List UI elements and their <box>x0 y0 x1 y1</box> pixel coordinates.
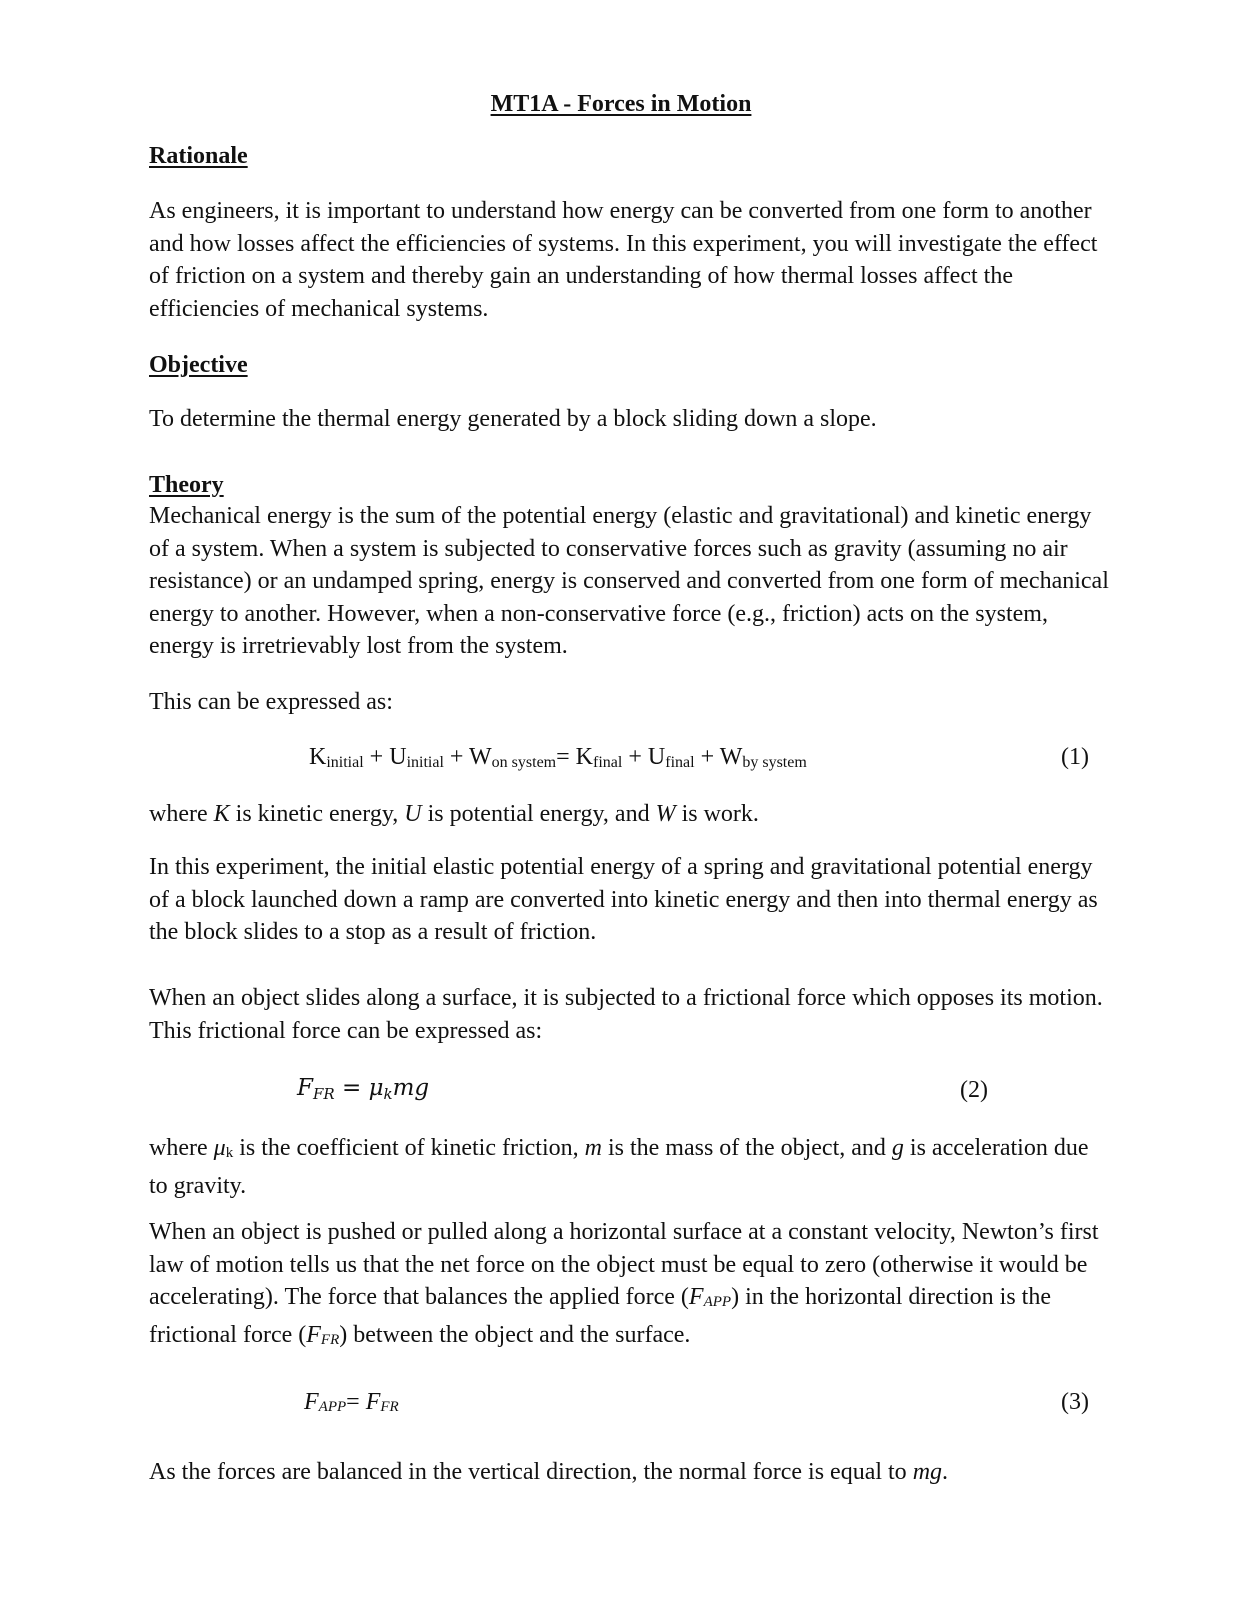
theory-paragraph-3: where K is kinetic energy, U is potential energy, and W is work. <box>149 801 759 827</box>
rationale-text: As engineers, it is important to understand how energy can be converted from one form to another and how losses affect the efficiencies of systems. In this experiment, you will investigate the effect of friction on a system and thereby gain an understanding of how thermal losses affect the efficiencies of mechanical systems. <box>149 198 1098 322</box>
eq1-plus-1: + <box>369 744 384 770</box>
objective-heading: Objective <box>149 352 248 378</box>
theory-paragraph-1: Mechanical energy is the sum of the potential energy (elastic and gravitational) and kinetic energy of a system. When a system is subjected to conservative forces such as gravity (assuming no air resistance) or an undamped spring, energy is conserved and converted from one form of mechanical energy to another. However, when a non-conservative force (e.g., friction) acts on the system, energy is irretrievably lost from the system. <box>149 503 1109 659</box>
objective-text: To determine the thermal energy generated by a block sliding down a slope. <box>149 406 877 432</box>
eq1-w-on-system: $W_{on system}$ <box>469 744 557 771</box>
eq1-equals: = <box>556 744 570 770</box>
theory-paragraph-2: This can be expressed as: <box>149 689 393 715</box>
page-title: MT1A - Forces in Motion <box>490 91 752 117</box>
eq1-w-by-system: $W_{by system}$ <box>719 744 807 771</box>
eq1-u-final: $U_{final}$ <box>647 744 695 771</box>
theory-paragraph-6: where μk is the coefficient of kinetic friction, m is the mass of the object, and g is acceleration due to gravity. <box>149 1135 1089 1199</box>
theory-paragraph-5: When an object slides along a surface, it is subjected to a frictional force which opposes its motion. This frictional force can be expressed as: <box>149 985 1103 1044</box>
equation-friction-force: $F_{FR} = \mu_kmg$ <box>297 1075 430 1103</box>
equation-energy-conservation <box>309 744 807 772</box>
eq1-plus-4: + <box>700 744 715 770</box>
eq1-k-initial: $K_{initial}$ <box>309 744 364 771</box>
eq1-plus-2: + <box>449 744 464 770</box>
equation-number-3: (3) <box>1061 1389 1089 1415</box>
rationale-heading: Rationale <box>149 143 248 169</box>
equation-number-1: (1) <box>1061 744 1089 770</box>
eq1-k-final: $K_{final}$ <box>575 744 623 771</box>
theory-paragraph-4: In this experiment, the initial elastic potential energy of a spring and gravitational potential energy of a block launched down a ramp are converted into kinetic energy and then into thermal energy as the block slides to a stop as a result of friction. <box>149 854 1098 945</box>
theory-paragraph-7: When an object is pushed or pulled along a horizontal surface at a constant velocity, Newton’s first law of motion tells us that the net force on the object must be equal to zero (otherwise it would be accelerating). The force that balances the applied force (FAPP) in the horizontal direction is the frictional force (FFR) between the object and the surface. <box>149 1219 1099 1348</box>
equation-number-2: (2) <box>960 1077 988 1103</box>
theory-paragraph-8: As the forces are balanced in the vertical direction, the normal force is equal to mg. <box>149 1459 949 1485</box>
theory-heading: Theory <box>149 472 224 498</box>
equation-force-balance: FAPP= FFR <box>304 1389 399 1415</box>
eq1-u-initial: $U_{initial}$ <box>389 744 444 771</box>
eq1-plus-3: + <box>628 744 642 770</box>
